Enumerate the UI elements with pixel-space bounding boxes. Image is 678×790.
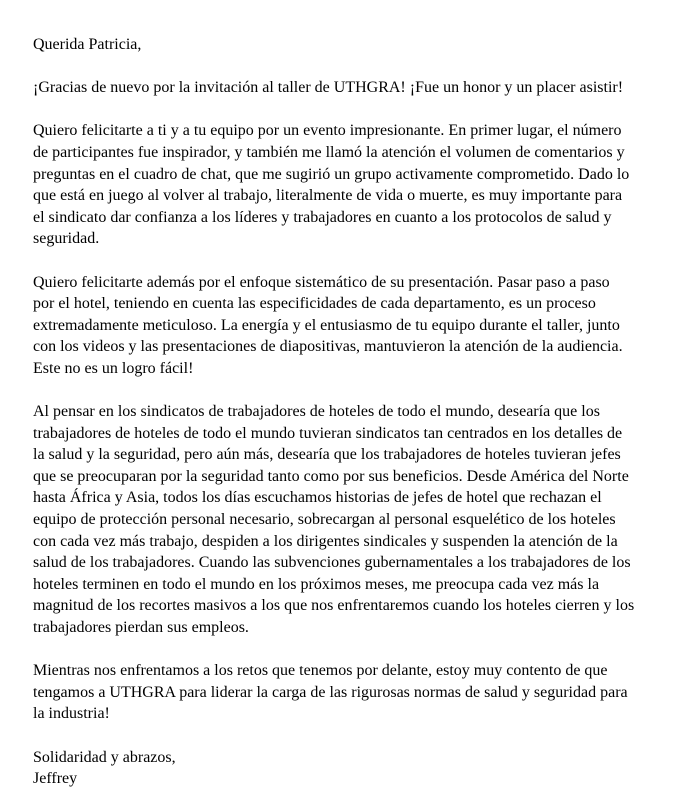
text-line: la industria! <box>33 705 110 723</box>
paragraph-closing-remarks <box>33 660 673 725</box>
text-line: de participantes fue inspirador, y también me llamó la atención el volumen de comentarios y <box>33 143 625 161</box>
text-line: que está en juego al volver al trabajo, literalmente de vida o muerte, es muy importante para <box>33 187 623 205</box>
text-line: tengamos a UTHGRA para liderar la carga de las rigurosas normas de salud y seguridad para <box>33 683 628 701</box>
paragraph-unions <box>33 401 673 639</box>
paragraph-thanks <box>33 77 673 99</box>
text-line: preguntas en el cuadro de chat, que me sugirió un grupo activamente comprometido. Dado lo <box>33 165 630 183</box>
text-line: extremadamente meticuloso. La energía y el entusiasmo de tu equipo durante el taller, junto <box>33 316 620 334</box>
letter-body <box>33 34 673 790</box>
paragraph-congratulations <box>33 120 673 250</box>
text-line: Este no es un logro fácil! <box>33 359 194 377</box>
text-line: hoteles terminen en todo el mundo en los próximos meses, me preocupa cada vez más la <box>33 575 600 593</box>
sign-off <box>33 747 673 790</box>
text-line: la salud y la seguridad, pero aún más, desearía que los trabajadores de hoteles tuvieran jefes <box>33 446 621 464</box>
text-line: ¡Gracias de nuevo por la invitación al taller de UTHGRA! ¡Fue un honor y un placer asistir! <box>33 79 624 97</box>
text-line: con cada vez más trabajo, despiden a los dirigentes sindicales y suspenden la atención de la <box>33 532 618 550</box>
text-line: el sindicato dar confianza a los líderes y trabajadores en cuanto a los protocolos de salud y <box>33 208 612 226</box>
text-line: Mientras nos enfrentamos a los retos que tenemos por delante, estoy muy contento de que <box>33 662 608 680</box>
text-line: con los videos y las presentaciones de diapositivas, mantuvieron la atención de la audiencia. <box>33 338 623 356</box>
signature: Jeffrey <box>33 770 78 788</box>
text-line: que se preocuparan por la seguridad tanto como por sus beneficios. Desde América del Norte <box>33 467 629 485</box>
greeting: Querida Patricia, <box>33 36 142 53</box>
text-line: por el hotel, teniendo en cuenta las especificidades de cada departamento, es un proceso <box>33 295 596 313</box>
text-line: trabajadores de hoteles de todo el mundo tuvieran sindicatos tan centrados en los detalles de <box>33 424 623 442</box>
text-line: salud de los trabajadores. Cuando las subvenciones gubernamentales a los trabajadores de los <box>33 554 631 572</box>
paragraph-presentation <box>33 272 673 380</box>
text-line: Quiero felicitarte además por el enfoque sistemático de su presentación. Pasar paso a paso <box>33 273 610 291</box>
closing: Solidaridad y abrazos, <box>33 748 176 766</box>
text-line: Quiero felicitarte a ti y a tu equipo por un evento impresionante. En primer lugar, el número <box>33 122 622 140</box>
text-line: trabajadores pierdan sus empleos. <box>33 619 249 637</box>
text-line: hasta África y Asia, todos los días escuchamos historias de jefes de hotel que rechazan el <box>33 489 602 507</box>
text-line: seguridad. <box>33 230 100 248</box>
text-line: equipo de protección personal necesario, sobrecargan al personal esquelético de los hoteles <box>33 511 616 529</box>
text-line: magnitud de los recortes masivos a los que nos enfrentaremos cuando los hoteles cierren y los <box>33 597 635 615</box>
text-line: Al pensar en los sindicatos de trabajadores de hoteles de todo el mundo, desearía que los <box>33 403 600 421</box>
